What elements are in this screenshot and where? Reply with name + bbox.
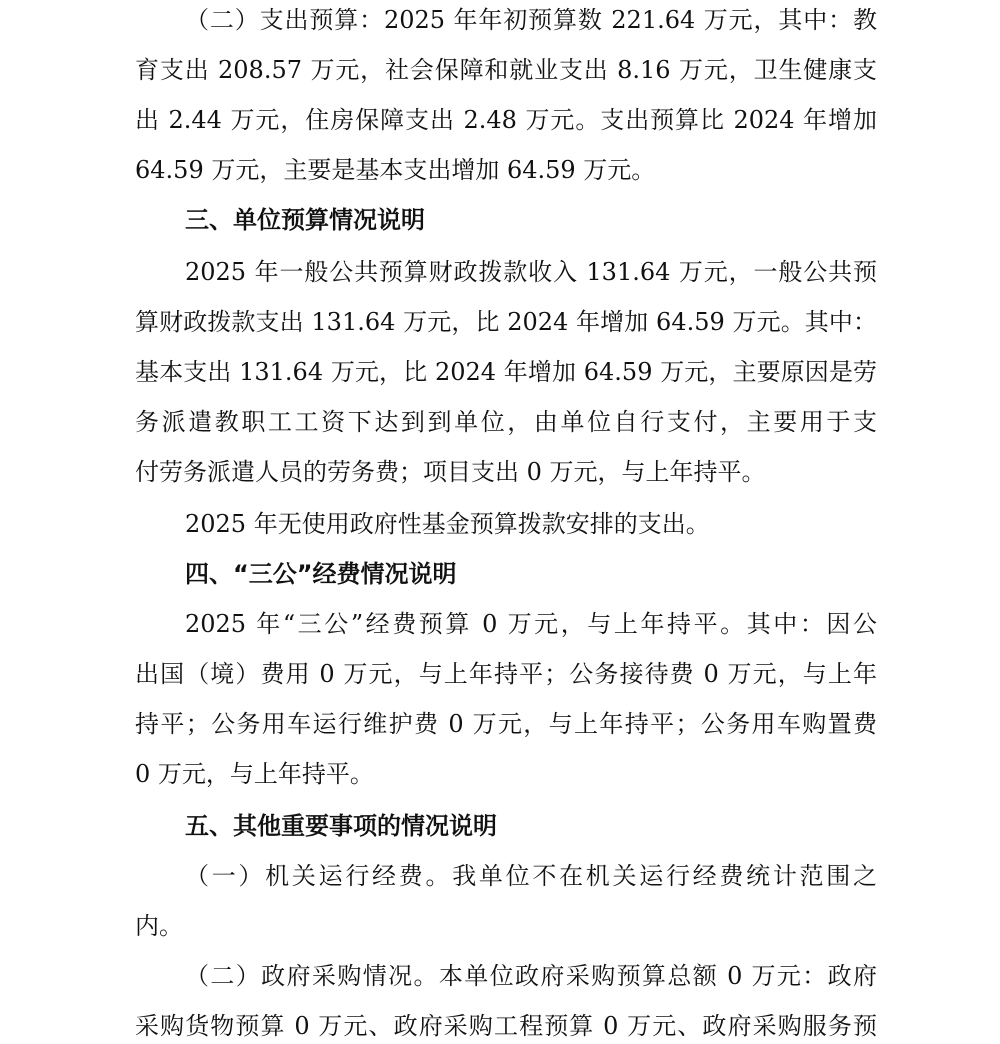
paragraph-line: 持平；公务用车运行维护费 0 万元，与上年持平；公务用车购置费 [135, 710, 877, 738]
paragraph-line: 基本支出 131.64 万元，比 2024 年增加 64.59 万元，主要原因是劳 [135, 358, 877, 386]
paragraph-line: 算财政拨款支出 131.64 万元，比 2024 年增加 64.59 万元。其中： [135, 308, 877, 336]
paragraph-line: 育支出 208.57 万元，社会保障和就业支出 8.16 万元，卫生健康支 [135, 56, 877, 84]
paragraph-line: 64.59 万元，主要是基本支出增加 64.59 万元。 [135, 156, 656, 184]
paragraph-line: 采购货物预算 0 万元、政府采购工程预算 0 万元、政府采购服务预 [135, 1012, 877, 1040]
paragraph-line: 务派遣教职工工资下达到到单位，由单位自行支付，主要用于支 [135, 408, 877, 436]
paragraph-line: 2025 年一般公共预算财政拨款收入 131.64 万元，一般公共预 [185, 258, 877, 286]
section-heading: 三、单位预算情况说明 [185, 206, 425, 234]
paragraph-line: 出国（境）费用 0 万元，与上年持平；公务接待费 0 万元，与上年 [135, 660, 877, 688]
paragraph-line: （二）支出预算：2025 年年初预算数 221.64 万元，其中：教 [185, 6, 877, 34]
paragraph-line: （一）机关运行经费。我单位不在机关运行经费统计范围之 [185, 862, 877, 890]
section-heading: 五、其他重要事项的情况说明 [185, 812, 497, 840]
paragraph-line: 0 万元，与上年持平。 [135, 760, 374, 788]
paragraph-line: 付劳务派遣人员的劳务费；项目支出 0 万元，与上年持平。 [135, 458, 766, 486]
paragraph-line: 出 2.44 万元，住房保障支出 2.48 万元。支出预算比 2024 年增加 [135, 106, 877, 134]
paragraph-line: 2025 年无使用政府性基金预算拨款安排的支出。 [185, 510, 710, 538]
section-heading: 四、“三公”经费情况说明 [185, 560, 457, 588]
paragraph-line: 2025 年“三公”经费预算 0 万元，与上年持平。其中：因公 [185, 610, 877, 638]
paragraph-line: （二）政府采购情况。本单位政府采购预算总额 0 万元：政府 [185, 962, 877, 990]
paragraph-line: 内。 [135, 912, 183, 940]
